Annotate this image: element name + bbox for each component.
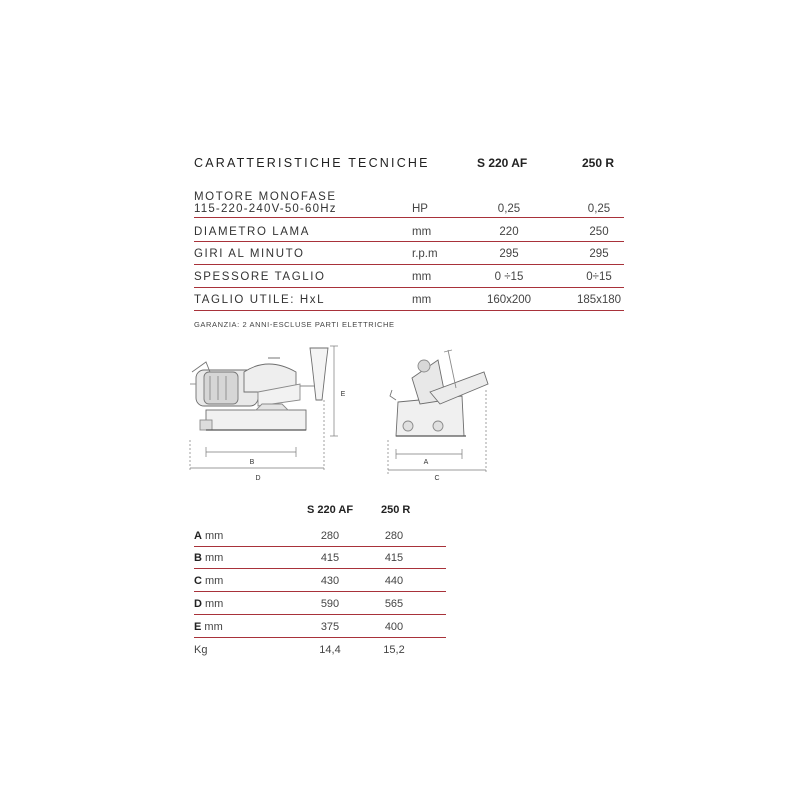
specs-label: SPESSORE TAGLIO bbox=[194, 271, 326, 283]
specs-unit: mm bbox=[412, 294, 432, 306]
dim-label-a: A bbox=[423, 459, 429, 466]
dims-unit: mm bbox=[201, 598, 224, 610]
dims-value-s220af: 14,4 bbox=[319, 644, 341, 656]
dims-value-s220af: 430 bbox=[320, 575, 340, 587]
specs-label-voltage: 115-220-240V-50-60Hz bbox=[194, 203, 337, 215]
warranty-note: GARANZIA: 2 ANNI-ESCLUSE PARTI ELETTRICHE bbox=[194, 320, 395, 329]
dims-key: C bbox=[194, 575, 202, 587]
specs-title: CARATTERISTICHE TECNICHE bbox=[194, 156, 430, 170]
specs-value-250r: 250 bbox=[589, 226, 609, 238]
dim-label-e: E bbox=[340, 391, 346, 398]
dims-row-kg bbox=[194, 638, 446, 660]
dims-value-250r: 415 bbox=[384, 552, 404, 564]
dims-row-d bbox=[194, 592, 446, 615]
dims-value-s220af: 590 bbox=[320, 598, 340, 610]
dims-col-250r: 250 R bbox=[381, 504, 411, 516]
dims-key: D bbox=[194, 598, 202, 610]
dims-row-c bbox=[194, 569, 446, 592]
dims-unit: mm bbox=[201, 575, 224, 587]
dims-value-250r: 565 bbox=[384, 598, 404, 610]
specs-value-250r: 295 bbox=[589, 248, 609, 260]
specs-value-s220af: 160x200 bbox=[486, 294, 532, 306]
slicer-side-view bbox=[390, 350, 488, 436]
specs-label: DIAMETRO LAMA bbox=[194, 226, 311, 238]
dims-col-s220af: S 220 AF bbox=[307, 504, 354, 516]
dim-label-c: C bbox=[434, 475, 440, 482]
specs-label: GIRI AL MINUTO bbox=[194, 248, 305, 260]
dim-label-d: D bbox=[255, 475, 261, 482]
specs-value-250r: 0÷15 bbox=[586, 271, 612, 283]
dims-value-s220af: 280 bbox=[320, 530, 340, 542]
specs-value-250r: 0,25 bbox=[587, 203, 611, 215]
specs-unit: HP bbox=[412, 203, 428, 215]
dims-value-s220af: 375 bbox=[320, 621, 340, 633]
dims-unit: Kg bbox=[194, 644, 208, 656]
specs-label: MOTORE MONOFASE bbox=[194, 191, 337, 203]
specs-unit: r.p.m bbox=[412, 248, 438, 260]
dim-label-b: B bbox=[249, 459, 255, 466]
specs-value-s220af: 220 bbox=[499, 226, 519, 238]
dimensions-table bbox=[194, 504, 446, 656]
dimensions-header bbox=[194, 504, 446, 522]
dims-row-a bbox=[194, 524, 446, 547]
dims-unit: mm bbox=[201, 530, 224, 542]
specs-unit: mm bbox=[412, 226, 432, 238]
dims-row-b bbox=[194, 546, 446, 569]
dims-key: B bbox=[194, 552, 202, 564]
dims-unit: mm bbox=[201, 621, 223, 633]
slicer-front-view bbox=[190, 348, 328, 430]
dims-key: E bbox=[194, 621, 202, 633]
dims-key: A bbox=[194, 530, 202, 542]
dims-value-250r: 440 bbox=[384, 575, 404, 587]
dims-value-250r: 400 bbox=[384, 621, 404, 633]
specs-value-s220af: 295 bbox=[499, 248, 519, 260]
dims-value-250r: 280 bbox=[384, 530, 404, 542]
specs-value-250r: 185x180 bbox=[576, 294, 622, 306]
dims-value-s220af: 415 bbox=[320, 552, 340, 564]
specs-value-s220af: 0 ÷15 bbox=[494, 271, 524, 283]
specs-col-s220af: S 220 AF bbox=[477, 156, 528, 170]
dims-unit: mm bbox=[201, 552, 224, 564]
specs-label: TAGLIO UTILE: HxL bbox=[194, 294, 326, 306]
dims-row-e bbox=[194, 615, 446, 638]
specs-value-s220af: 0,25 bbox=[497, 203, 521, 215]
dims-value-250r: 15,2 bbox=[383, 644, 405, 656]
specs-col-250r: 250 R bbox=[582, 156, 615, 170]
specs-unit: mm bbox=[412, 271, 432, 283]
